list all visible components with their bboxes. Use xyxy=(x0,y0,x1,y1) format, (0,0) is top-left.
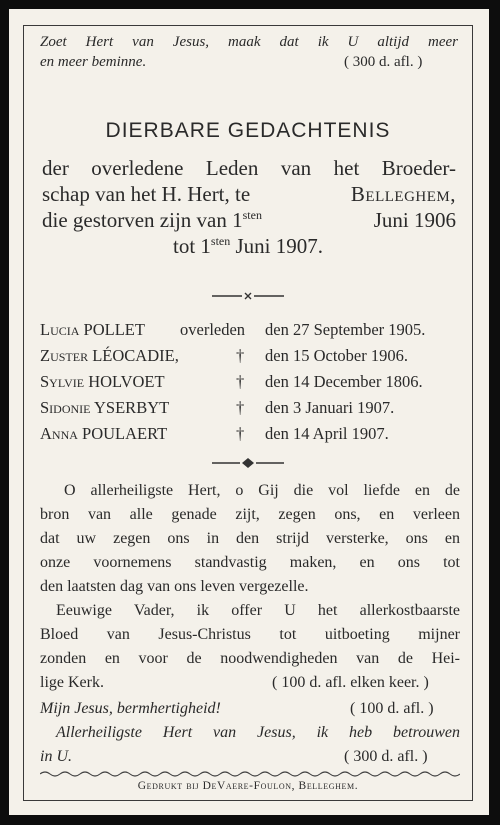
intro-line-3-date: Juni 1906 xyxy=(373,208,456,232)
intro-line-1: der overledene Leden van het Broeder- xyxy=(42,156,456,180)
first-name: Sidonie xyxy=(40,398,91,417)
last-name: YSERBYT xyxy=(94,398,170,417)
intro-line-2 xyxy=(42,182,456,207)
ordinal-sup-2: sten xyxy=(210,234,231,248)
deceased-date: den 27 September 1905. xyxy=(265,320,426,339)
last-name: POULAERT xyxy=(82,424,168,443)
prayer-line: dat uw zegen ons in den strijd versterke, ons en xyxy=(40,530,460,547)
prayer-indulgence: ( 100 d. afl. elken keer. ) xyxy=(272,674,429,691)
ejaculation-1: Mijn Jesus, bermhertigheid! xyxy=(40,700,221,717)
deceased-name xyxy=(40,398,169,418)
deceased-date: den 14 April 1907. xyxy=(265,424,389,443)
intro-line-3-lead xyxy=(42,208,262,233)
deceased-date: den 14 December 1806. xyxy=(265,372,423,391)
deceased-date: den 15 October 1906. xyxy=(265,346,408,365)
prayer-line: Eeuwige Vader, ik offer U het allerkostbaarste xyxy=(56,602,460,619)
ejaculation-1-indulgence: ( 100 d. afl. ) xyxy=(350,700,434,717)
ejaculation-2-line-2: in U. xyxy=(40,748,72,765)
memorial-card xyxy=(9,9,489,815)
card-border xyxy=(23,25,473,801)
prayer-line: O allerheiligste Hert, o Gij die vol liefde en de xyxy=(64,482,460,499)
first-name: Zuster xyxy=(40,346,89,365)
first-name: Sylvie xyxy=(40,372,85,391)
invocation-line-2: en meer beminne. xyxy=(40,54,147,70)
deceased-row xyxy=(40,398,460,420)
prayer-line: bron van alle genade zijt, zegen ons, en verleen xyxy=(40,506,460,523)
intro-line-4-date: Juni 1907. xyxy=(235,234,324,258)
printer-credit: Gedrukt bij DeVaere-Foulon, Belleghem. xyxy=(137,780,359,792)
prayer-line: zonden en voor de noodwendigheden van de Hei- xyxy=(40,650,460,667)
intro-line-4 xyxy=(24,234,472,259)
invocation-line-1: Zoet Hert van Jesus, maak dat ik U altijd meer xyxy=(40,34,458,50)
deceased-name xyxy=(40,320,145,340)
first-name: Lucia xyxy=(40,320,80,339)
ordinal-sup: sten xyxy=(242,208,262,222)
prayer-line: Bloed van Jesus-Christus tot uitboeting mijner xyxy=(40,626,460,643)
invocation-indulgence: ( 300 d. afl. ) xyxy=(344,54,423,70)
last-name: POLLET xyxy=(83,320,145,339)
prayer-line: den laatsten dag van ons leven vergezelle. xyxy=(40,578,309,595)
ejaculation-2-indulgence: ( 300 d. afl. ) xyxy=(344,748,428,765)
deceased-row xyxy=(40,320,460,342)
wavy-rule xyxy=(40,770,460,778)
divider-ornament-1 xyxy=(210,289,286,303)
intro-line-4-text: tot 1 xyxy=(172,234,211,258)
intro-line-3-text: die gestorven zijn van 1 xyxy=(42,208,243,232)
deceased-mark: † xyxy=(236,398,245,417)
deceased-row xyxy=(40,346,460,368)
deceased-mark: † xyxy=(236,346,245,365)
last-name: HOLVOET xyxy=(88,372,165,391)
prayer-line: onze voornemens standvastig maken, en ons tot xyxy=(40,554,460,571)
deceased-row xyxy=(40,372,460,394)
intro-line-3 xyxy=(42,208,456,233)
deceased-name xyxy=(40,372,165,392)
deceased-name xyxy=(40,346,179,366)
deceased-mark: † xyxy=(236,372,245,391)
deceased-name xyxy=(40,424,167,444)
place-name: Belleghem, xyxy=(350,182,456,206)
divider-ornament-2 xyxy=(210,456,286,470)
first-name: Anna xyxy=(40,424,78,443)
card-heading: DIERBARE GEDACHTENIS xyxy=(105,119,391,142)
last-name: LÉOCADIE, xyxy=(92,346,179,365)
deceased-mark: overleden xyxy=(180,320,246,339)
ejaculation-2-line-1: Allerheiligste Hert van Jesus, ik heb betrouwen xyxy=(56,724,460,741)
deceased-date: den 3 Januari 1907. xyxy=(265,398,395,417)
intro-line-2-text: schap van het H. Hert, te xyxy=(42,182,251,206)
prayer-line: lige Kerk. xyxy=(40,674,104,691)
deceased-mark: † xyxy=(236,424,245,443)
deceased-row xyxy=(40,424,460,446)
